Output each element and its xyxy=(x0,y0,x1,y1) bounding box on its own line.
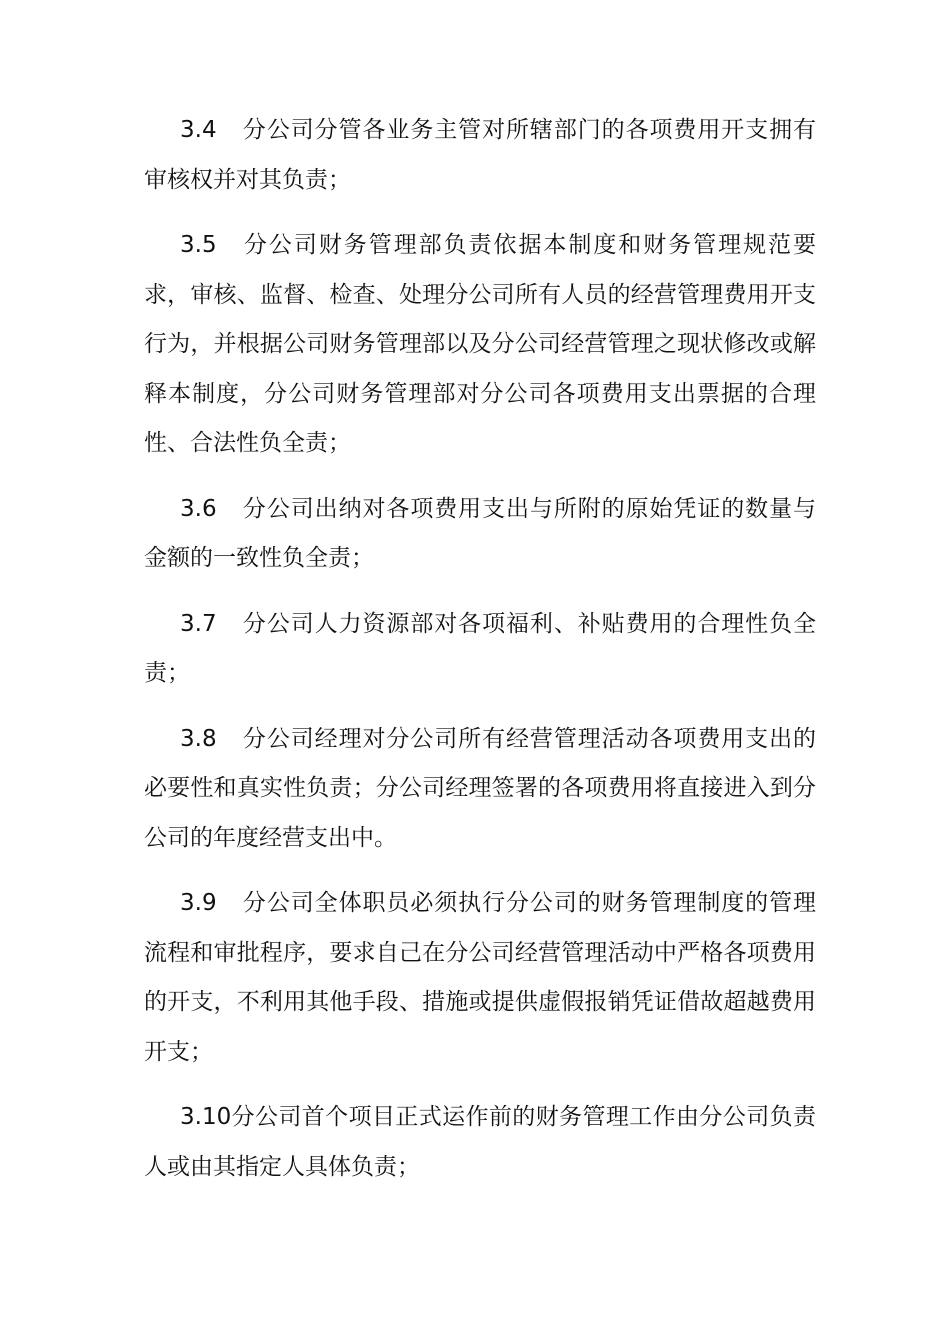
clause-3-6 xyxy=(144,485,816,584)
clause-text: 分公司经理对分公司所有经营管理活动各项费用支出的必要性和真实性负责；分公司经理签署的各项费用将直接进入到分公司的年度经营支出中。 xyxy=(144,725,816,851)
clause-text: 分公司出纳对各项费用支出与所附的原始凭证的数量与金额的一致性负全责； xyxy=(144,495,816,571)
clause-text: 分公司分管各业务主管对所辖部门的各项费用开支拥有审核权并对其负责； xyxy=(144,117,816,193)
clause-number: 3.9 xyxy=(180,890,217,916)
clause-3-10 xyxy=(144,1093,816,1192)
clause-3-7 xyxy=(144,600,816,699)
clause-number: 3.7 xyxy=(180,610,217,637)
clause-number: 3.6 xyxy=(180,495,217,522)
document-body xyxy=(144,106,816,1208)
clause-3-4 xyxy=(144,106,816,205)
clause-3-9 xyxy=(144,879,816,1077)
clause-text: 分公司人力资源部对各项福利、补贴费用的合理性负全责； xyxy=(144,610,816,686)
clause-number: 3.10 xyxy=(180,1104,232,1130)
clause-text: 分公司全体职员必须执行分公司的财务管理制度的管理流程和审批程序，要求自己在分公司经营管理活动中严格各项费用的开支，不利用其他手段、措施或提供虚假报销凭证借故超越费用开支； xyxy=(144,890,816,1065)
clause-3-5 xyxy=(144,221,816,469)
clause-3-8 xyxy=(144,715,816,864)
clause-number: 3.5 xyxy=(180,232,217,258)
clause-number: 3.4 xyxy=(180,117,217,143)
clause-text: 分公司首个项目正式运作前的财务管理工作由分公司负责人或由其指定人具体负责； xyxy=(144,1104,816,1180)
clause-number: 3.8 xyxy=(180,725,217,752)
clause-text: 分公司财务管理部负责依据本制度和财务管理规范要求，审核、监督、检查、处理分公司所有人员的经营管理费用开支行为，并根据公司财务管理部以及分公司经营管理之现状修改或解释本制度，分公司财务管理部对分公司各项费用支出票据的合理性、合法性负全责； xyxy=(144,232,816,456)
